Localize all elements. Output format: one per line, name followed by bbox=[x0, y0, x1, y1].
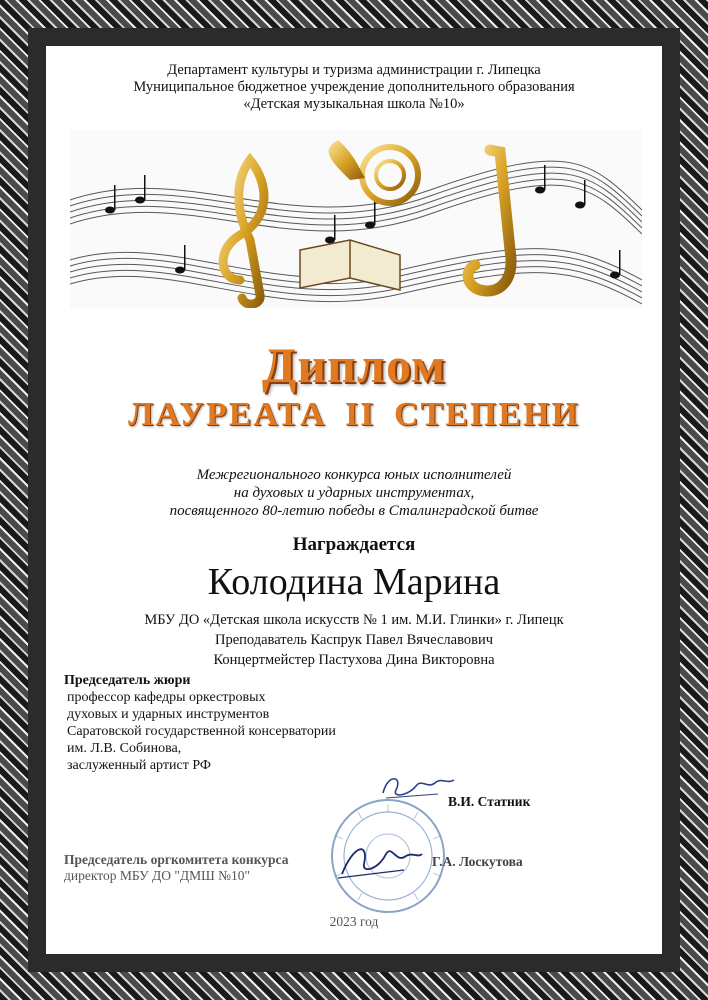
org-chair-name: Г.А. Лоскутова bbox=[432, 854, 523, 869]
header-line-3: «Детская музыкальная школа №10» bbox=[243, 96, 465, 112]
teacher-line: Преподаватель Каспрук Павел Вячеславович bbox=[214, 632, 493, 648]
jury-line: духовых и ударных инструментов bbox=[67, 707, 270, 722]
header-line-2: Муниципальное бюджетное учреждение дополнительного образования bbox=[133, 79, 575, 95]
org-committee-block bbox=[64, 852, 288, 884]
awarded-label: Награждается bbox=[292, 534, 416, 555]
contest-line-3: посвященного 80-летию победы в Сталинградской битве bbox=[169, 503, 539, 519]
contest-description bbox=[46, 466, 662, 520]
accompanist-line: Концертмейстер Пастухова Дина Викторовна bbox=[213, 652, 495, 668]
music-banner-image bbox=[70, 130, 642, 308]
jury-chair-heading: Председатель жюри bbox=[64, 673, 191, 688]
contest-line-2: на духовых и ударных инструментах, bbox=[233, 485, 475, 501]
recipient-name: Колодина Марина bbox=[207, 561, 501, 603]
org-chair-heading: Председатель оргкомитета конкурса bbox=[64, 852, 289, 867]
school-info bbox=[46, 610, 662, 670]
jury-line: профессор кафедры оркестровых bbox=[67, 690, 266, 705]
diploma-sheet bbox=[46, 46, 662, 954]
contest-line-1: Межрегионального конкурса юных исполнителей bbox=[196, 467, 512, 483]
diploma-year: 2023 год bbox=[329, 914, 379, 929]
jury-line: им. Л.В. Собинова, bbox=[67, 741, 182, 756]
jury-line: Саратовской государственной консерватории bbox=[67, 724, 336, 739]
header-line-1: Департамент культуры и туризма администрации г. Липецка bbox=[167, 62, 541, 78]
org-chair-position: директор МБУ ДО "ДМШ №10" bbox=[64, 868, 250, 883]
school-line-1: МБУ ДО «Детская школа искусств № 1 им. М.И. Глинки» г. Липецк bbox=[144, 612, 564, 628]
organization-header bbox=[46, 62, 662, 113]
jury-chair-name: В.И. Статник bbox=[448, 794, 531, 809]
jury-line: заслуженный артист РФ bbox=[67, 758, 211, 773]
org-chair-signature bbox=[334, 834, 424, 884]
jury-chair-block bbox=[64, 672, 642, 774]
diploma-degree: ЛАУРЕАТА II СТЕПЕНИ bbox=[128, 396, 580, 433]
music-instruments-illustration bbox=[70, 130, 642, 308]
diploma-title: Диплом bbox=[261, 337, 447, 393]
